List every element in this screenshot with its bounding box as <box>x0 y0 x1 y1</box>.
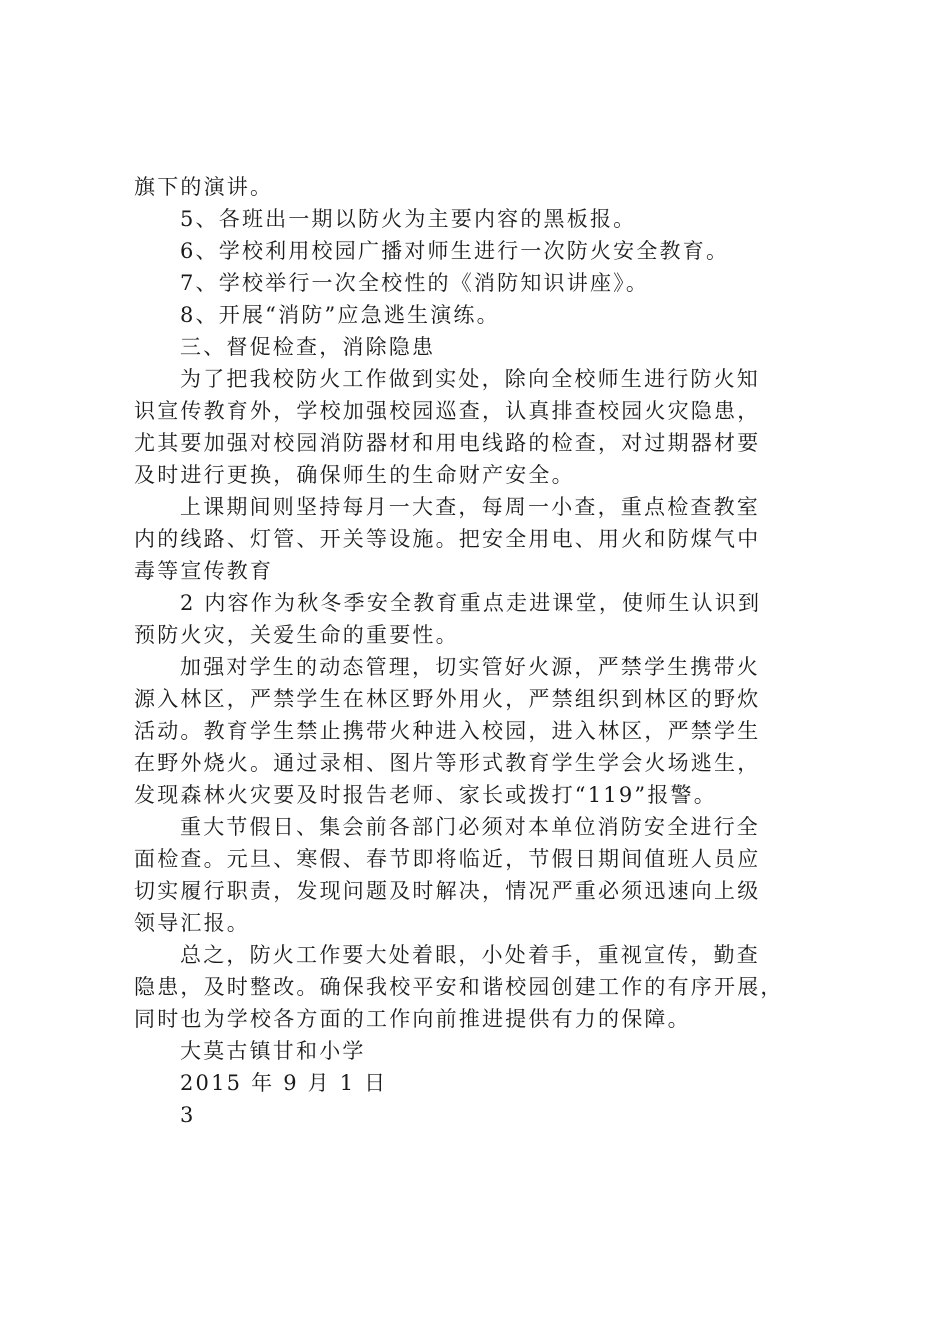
text-line: 8、开展“消防”应急逃生演练。 <box>180 303 500 327</box>
document-body <box>134 171 834 1131</box>
text-line: 同时也为学校各方面的工作向前推进提供有力的保障。 <box>134 1007 691 1031</box>
text-line: 总之，防火工作要大处着眼，小处着手，重视宣传，勤查 <box>180 943 760 967</box>
text-line: 发现森林火灾要及时报告老师、家长或拨打“119”报警。 <box>134 783 717 807</box>
text-line: 识宣传教育外，学校加强校园巡查，认真排查校园火灾隐患， <box>134 399 761 423</box>
text-line: 预防火灾，关爱生命的重要性。 <box>134 623 459 647</box>
text-line: 旗下的演讲。 <box>134 175 274 199</box>
text-line: 上课期间则坚持每月一大查，每周一小查，重点检查教室 <box>180 495 760 519</box>
text-line: 重大节假日、集会前各部门必须对本单位消防安全进行全 <box>180 815 760 839</box>
text-line: 隐患，及时整改。确保我校平安和谐校园创建工作的有序开展， <box>134 975 784 999</box>
text-line: 在野外烧火。通过录相、图片等形式教育学生学会火场逃生， <box>134 751 761 775</box>
text-line: 内的线路、灯管、开关等设施。把安全用电、用火和防煤气中 <box>134 527 761 551</box>
text-line: 及时进行更换，确保师生的生命财产安全。 <box>134 463 575 487</box>
text-line: 加强对学生的动态管理，切实管好火源，严禁学生携带火 <box>180 655 760 679</box>
text-line: 面检查。元旦、寒假、春节即将临近，节假日期间值班人员应 <box>134 847 761 871</box>
text-line: 尤其要加强对校园消防器材和用电线路的检查，对过期器材要 <box>134 431 761 455</box>
section-heading: 三、督促检查，消除隐患 <box>180 335 436 359</box>
text-line: 2 内容作为秋冬季安全教育重点走进课堂，使师生认识到 <box>180 591 762 615</box>
text-line: 源入林区，严禁学生在林区野外用火，严禁组织到林区的野炊 <box>134 687 761 711</box>
text-line: 毒等宣传教育 <box>134 559 274 583</box>
page-number: 3 <box>180 1103 196 1127</box>
text-line: 切实履行职责，发现问题及时解决，情况严重必须迅速向上级 <box>134 879 761 903</box>
text-line: 7、学校举行一次全校性的《消防知识讲座》。 <box>180 271 650 295</box>
signature-org: 大莫古镇甘和小学 <box>180 1039 366 1063</box>
text-line: 为了把我校防火工作做到实处，除向全校师生进行防火知 <box>180 367 760 391</box>
text-line: 活动。教育学生禁止携带火种进入校园，进入林区，严禁学生 <box>134 719 761 743</box>
text-line: 6、学校利用校园广播对师生进行一次防火安全教育。 <box>180 239 730 263</box>
text-line: 5、各班出一期以防火为主要内容的黑板报。 <box>180 207 637 231</box>
signature-date: 2015 年 9 月 1 日 <box>180 1071 388 1095</box>
text-line: 领导汇报。 <box>134 911 250 935</box>
